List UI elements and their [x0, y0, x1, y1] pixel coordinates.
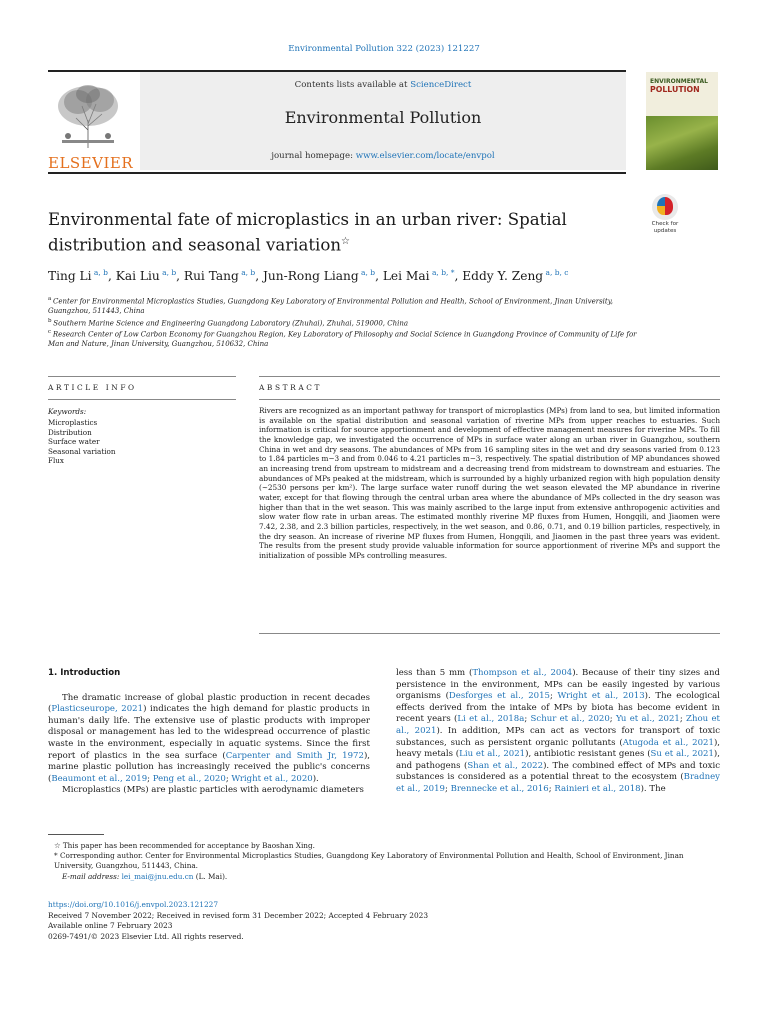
- intro-paragraph-1: [48, 693, 370, 786]
- citation-link[interactable]: Beaumont et al., 2019: [51, 773, 148, 784]
- author-name[interactable]: Eddy Y. Zeng: [462, 269, 544, 284]
- affiliation-item: [48, 317, 648, 329]
- citation-link[interactable]: Thompson et al., 2004: [472, 668, 573, 678]
- publisher-logo[interactable]: [48, 80, 134, 172]
- affiliation-mark: b: [48, 317, 54, 324]
- citation-link[interactable]: Yu et al., 2021: [615, 714, 680, 725]
- citation-link[interactable]: Schur et al., 2020: [530, 714, 610, 725]
- doi-link[interactable]: https://doi.org/10.1016/j.envpol.2023.121227: [48, 900, 219, 909]
- affiliation-item: [48, 295, 648, 317]
- keywords-label: Keywords:: [48, 407, 87, 416]
- abstract-rule: [259, 376, 720, 377]
- publisher-logo-text: ELSEVIER: [48, 154, 134, 172]
- body-text: ). The ecological effects derived from the intake of MPs by biota has become evident in recent years (: [396, 691, 720, 725]
- body-text: ;: [444, 783, 451, 794]
- keyword-item: Flux: [48, 456, 64, 466]
- citation-link[interactable]: Shan et al., 2022: [467, 760, 544, 771]
- body-text: Microplastics (MPs) are plastic particles with aerodynamic diameters: [62, 785, 364, 796]
- email-line: [48, 872, 720, 882]
- affiliation-text: Research Center of Low Carbon Economy for Guangzhou Region, Key Laboratory of Philosophy and Social Science in Guangdong Province of Community of Life for Man and Nature, Jinan University, Guangzhou, 510632, China: [48, 330, 637, 349]
- author-affiliation-marks[interactable]: a, b: [159, 268, 177, 277]
- article-info-heading: ARTICLE INFO: [48, 383, 137, 392]
- citation-link[interactable]: Wright et al., 2013: [557, 691, 645, 702]
- footnote-corresponding: [48, 851, 720, 871]
- citation-link[interactable]: Peng et al., 2020: [152, 773, 226, 784]
- footnote-asterisk: *: [54, 851, 58, 861]
- affiliation-item: [48, 328, 648, 350]
- affiliation-text: Southern Marine Science and Engineering Guangdong Laboratory (Zhuhai), Zhuhai, 519000, China: [53, 318, 409, 327]
- abstract-rule-2: [259, 399, 720, 400]
- copyright-line: 0269-7491/© 2023 Elsevier Ltd. All rights reserved.: [48, 931, 244, 941]
- email-suffix: (L. Mai).: [195, 871, 228, 881]
- affiliation-text: Center for Environmental Microplastics Studies, Guangdong Key Laboratory of Environmental Pollution and Health, School of Environment, Jinan University, Guangzhou, 511443, China: [48, 297, 613, 315]
- abstract-bottom-rule: [259, 633, 720, 634]
- author-name[interactable]: Jun-Rong Liang: [263, 269, 359, 284]
- body-text: ;: [147, 773, 153, 784]
- author-separator: ,: [454, 269, 463, 284]
- citation-link[interactable]: Bradney et al., 2019: [396, 772, 720, 794]
- journal-title: Environmental Pollution: [284, 108, 482, 127]
- affiliation-mark: a: [48, 296, 54, 302]
- body-text: ) indicates the high demand for plastic products in human's daily life. The extensive use of plastic products with improper disposal or management has led to the widespread occurrence of plastic waste in the environment, especially in aquatic systems. Since the first report of plastics in the sea surface (: [48, 704, 370, 761]
- body-text: ;: [609, 714, 616, 725]
- abstract-heading: ABSTRACT: [259, 383, 323, 392]
- article-info-rule: [48, 376, 236, 377]
- contents-prefix: Contents lists available at: [294, 80, 411, 90]
- journal-header-banner: [140, 72, 626, 170]
- header-rule-bottom: [48, 172, 626, 174]
- keyword-item: Distribution: [48, 427, 92, 437]
- citation-link[interactable]: Wright et al., 2020: [231, 773, 313, 784]
- citation-link[interactable]: Carpenter and Smith Jr, 1972: [225, 750, 364, 761]
- keyword-item: Surface water: [48, 437, 100, 447]
- introduction-heading: 1. Introduction: [48, 668, 121, 678]
- cover-title-line1: ENVIRONMENTAL: [650, 78, 708, 85]
- sciencedirect-link[interactable]: ScienceDirect: [410, 80, 472, 90]
- body-text: ), and pathogens (: [396, 749, 720, 771]
- elsevier-tree-icon: [48, 80, 128, 150]
- body-text: The dramatic increase of global plastic production in recent decades (: [48, 692, 370, 715]
- author-name[interactable]: Lei Mai: [382, 269, 430, 284]
- article-title: [48, 209, 638, 257]
- author-affiliation-marks[interactable]: a, b, *: [429, 268, 455, 277]
- citation-link[interactable]: Desforges et al., 2015: [448, 691, 550, 702]
- citation-link[interactable]: Li et al., 2018a: [457, 714, 525, 725]
- cover-title-area: [646, 72, 718, 116]
- check-updates-line2: updates: [653, 227, 677, 234]
- author-separator: ,: [107, 269, 116, 284]
- author-list: [48, 268, 728, 283]
- footnote-rule: [48, 834, 104, 835]
- left-column: [48, 668, 370, 797]
- author-separator: ,: [255, 269, 263, 284]
- body-text: less than 5 mm (: [396, 668, 473, 678]
- email-label: E-mail address:: [62, 871, 120, 881]
- keyword-item: Microplastics: [48, 418, 98, 427]
- keyword-item: Seasonal variation: [48, 446, 116, 456]
- intro-paragraph-2: [48, 785, 370, 797]
- author-email-link[interactable]: lei_mai@jnu.edu.cn: [121, 871, 194, 881]
- check-updates-icon: [652, 194, 678, 220]
- keyword-list: [48, 418, 116, 466]
- body-text: ;: [550, 691, 558, 702]
- corresponding-author-text: Corresponding author. Center for Environmental Microplastics Studies, Guangdong Key Laboratory of Environmental Pollution and Health, School of Environment, Jinan University, Guangzhou, 511443, China.: [54, 851, 684, 871]
- footnote-star-mark: ☆: [54, 841, 61, 850]
- body-text: ).: [312, 773, 319, 784]
- author-affiliation-marks[interactable]: a, b: [358, 268, 376, 277]
- author-name[interactable]: Ting Li: [48, 269, 92, 284]
- body-text: ). The combined effect of MPs and toxic substances is considered as a potential threat to the ecosystem (: [396, 760, 720, 783]
- right-column: [396, 668, 720, 796]
- author-name[interactable]: Kai Liu: [115, 269, 160, 284]
- homepage-prefix: journal homepage:: [271, 151, 356, 161]
- cover-image: [646, 116, 718, 170]
- body-text: ). Because of their tiny sizes and persistence in the environment, MPs can be easily ingested by various organisms (: [396, 668, 721, 702]
- journal-citation-link[interactable]: Environmental Pollution 322 (2023) 121227: [288, 44, 480, 54]
- affiliation-list: [48, 295, 648, 350]
- article-info-rule-2: [48, 399, 236, 400]
- check-for-updates-button[interactable]: [646, 194, 684, 234]
- available-online-date: Available online 7 February 2023: [48, 921, 173, 931]
- body-text: ), heavy metals (: [396, 737, 720, 760]
- title-footnote-mark[interactable]: ☆: [341, 236, 350, 247]
- body-text: ;: [548, 783, 555, 794]
- footnote-recommendation-text: This paper has been recommended for acceptance by Baoshan Xing.: [62, 841, 315, 850]
- body-text: ;: [524, 714, 531, 725]
- body-text: ;: [225, 773, 232, 784]
- citation-link[interactable]: Zhou et al., 2021: [396, 714, 720, 736]
- author-affiliation-marks[interactable]: a, b: [238, 268, 256, 277]
- received-dates: Received 7 November 2022; Received in revised form 31 December 2022; Accepted 4 February 2023: [48, 910, 429, 920]
- abstract-text: Rivers are recognized as an important pathway for transport of microplastics (MPs) from land to sea, but limited information is available on the spatial distribution and seasonal variation of riverine MPs from upper reaches to estuaries. Such information is critical for source apportionment and development of effective management measures for riverine MPs. To fill the knowledge gap, we investigated the occurrence of MPs in surface water along an urban river in Guangzhou, southern China in wet and dry seasons. The abundances of MPs from 16 sampling sites in the wet and dry seasons varied from 0.123 to 1.84 particles m−3 and from 0.046 to 4.21 particles m−3, respectively. The spatial distribution of MP abundances showed an increasing trend from upstream to midstream and a decreasing trend from midstream to downstream and estuaries. The abundances of MPs peaked at the midstream, which is surrounded by a highly urbanized region with high population density (~2530 persons per km²). The large surface water runoff during the wet season elevated the MP abundance in riverine water, except for that flowing through the central urban area where the abundance of MPs collected in the dry season was higher than that in the wet season. This was mainly ascribed to the large input from extensive anthropogenic activities and slow water flow rate in urban areas. The estimated monthly riverine MP fluxes from Humen, Hongqili, and Jiaomen were 7.42, 2.38, and 2.3 billion particles, respectively, in the wet season, and 0.86, 0.71, and 0.19 billion particles, respectively, in the dry season. An increase of riverine MP fluxes from Humen, Hongqili, and Jiaomen in the past three years was evident. The results from the present study provide valuable information for source apportionment of riverine MPs and support the initialization of possible MPs controlling measures.: [259, 406, 720, 560]
- body-text: ), marine plastic pollution has increasingly received the public's concerns (: [48, 750, 370, 784]
- footnotes: [48, 841, 720, 882]
- cover-title-line2: POLLUTION: [650, 85, 700, 94]
- author-separator: ,: [176, 269, 184, 284]
- body-text: ), antibiotic resistant genes (: [525, 749, 651, 760]
- citation-link[interactable]: Plasticseurope, 2021: [51, 704, 144, 715]
- body-text: ). In addition, MPs can act as vectors for transport of toxic substances, such as persistent organic pollutants (: [396, 725, 721, 748]
- citation-link[interactable]: Su et al., 2021: [650, 749, 714, 760]
- author-separator: ,: [375, 269, 383, 284]
- body-text: ). The: [640, 783, 666, 794]
- contents-line: [140, 80, 626, 90]
- publication-info: [48, 900, 720, 942]
- author-affiliation-marks[interactable]: a, b, c: [543, 268, 569, 277]
- journal-homepage-link[interactable]: www.elsevier.com/locate/envpol: [355, 151, 495, 161]
- intro-paragraph-continued: [396, 668, 720, 796]
- journal-cover-thumbnail[interactable]: [646, 72, 718, 170]
- citation-link[interactable]: Brennecke et al., 2016: [450, 783, 549, 794]
- citation-link[interactable]: Atugoda et al., 2021: [622, 737, 714, 748]
- check-updates-line1: Check for: [651, 221, 679, 227]
- homepage-line: [140, 151, 626, 161]
- article-title-text: Environmental fate of microplastics in an urban river: Spatial distribution and seasonal variation: [48, 210, 567, 255]
- body-text: ;: [679, 714, 687, 725]
- affiliation-mark: c: [48, 329, 53, 336]
- author-name[interactable]: Rui Tang: [183, 269, 239, 284]
- check-updates-label: [646, 221, 684, 234]
- citation-link[interactable]: Liu et al., 2021: [459, 749, 526, 760]
- author-affiliation-marks[interactable]: a, b: [91, 268, 108, 277]
- footnote-recommendation: [48, 841, 720, 851]
- citation-link[interactable]: Rainieri et al., 2018: [554, 783, 641, 794]
